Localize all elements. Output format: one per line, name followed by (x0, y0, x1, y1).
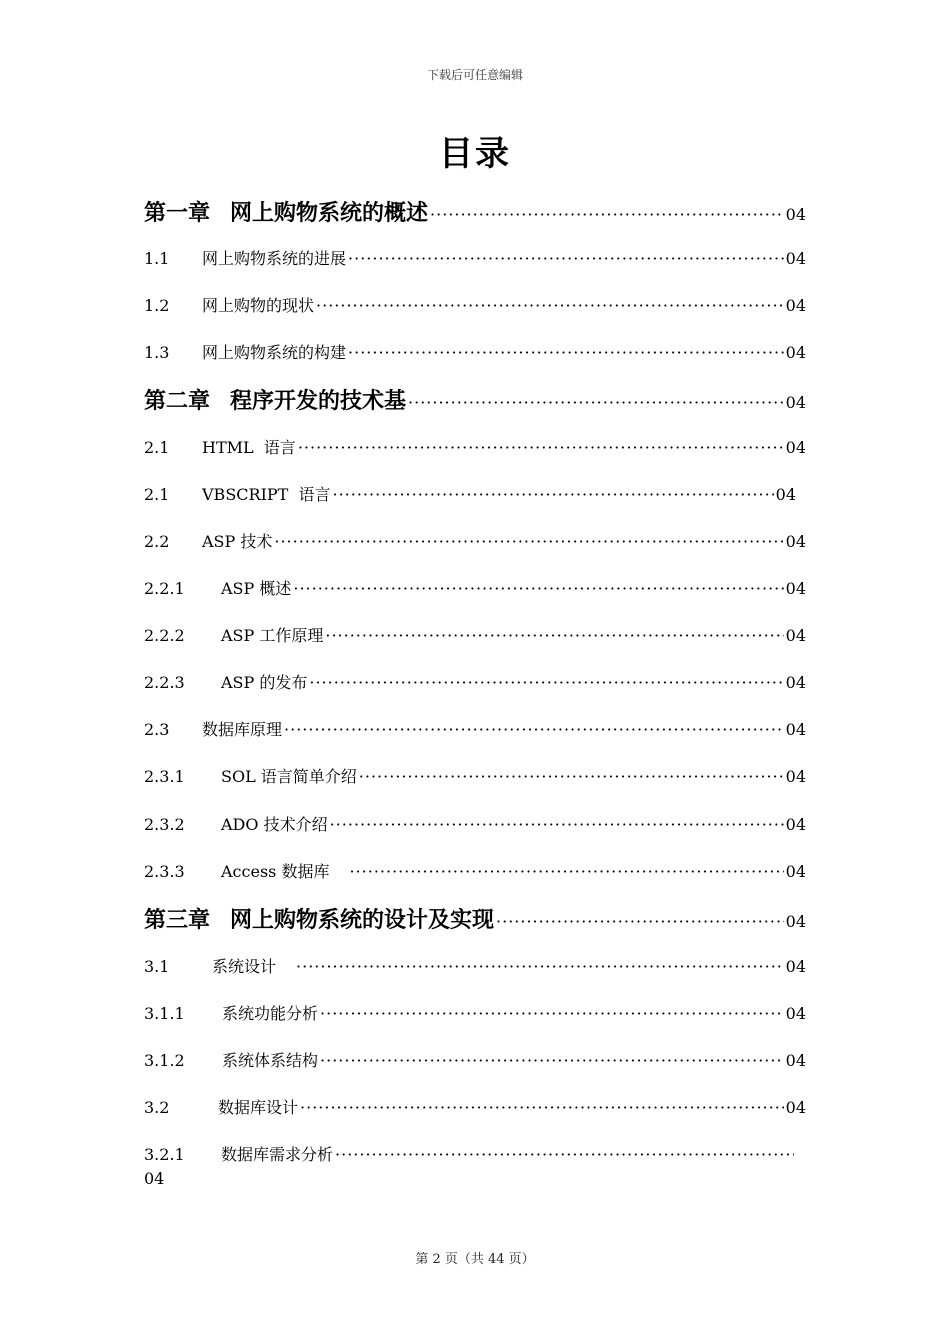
toc-leader-dots (348, 343, 784, 362)
toc-entry-number: 2.1 (144, 438, 170, 457)
toc-entry-chapter-2[interactable] (144, 384, 806, 415)
toc-entry-page: 04 (785, 673, 806, 692)
toc-entry-label: ADO 技术介绍 (221, 815, 328, 834)
toc-entry-page: 04 (785, 912, 806, 931)
toc-entry-page: 04 (785, 532, 806, 551)
toc-entry-label: 程序开发的技术基 (230, 389, 407, 414)
toc-entry-1-2[interactable] (144, 293, 806, 316)
toc-entry-number: 1.2 (144, 296, 170, 315)
toc-entry-label: 数据库需求分析 (221, 1145, 334, 1164)
toc-leader-dots (274, 532, 783, 551)
toc-entry-page: 04 (785, 393, 806, 412)
toc-entry-label: HTML 语言 (202, 438, 296, 457)
toc-entry-label: 网上购物系统的概述 (230, 201, 429, 226)
toc-leader-dots (430, 205, 784, 224)
toc-leader-dots (359, 767, 784, 786)
toc-entry-2-3-1[interactable] (144, 764, 806, 787)
toc-entry-3-2-1[interactable] (144, 1142, 806, 1194)
toc-entry-chapter-1[interactable] (144, 196, 806, 227)
toc-entry-number: 3.2.1 (144, 1145, 185, 1164)
toc-entry-number: 2.1 (144, 485, 170, 504)
toc-leader-dots (496, 912, 784, 931)
toc-entry-page: 04 (785, 720, 806, 739)
toc-entry-1-1[interactable] (144, 246, 806, 269)
toc-entry-label: 数据库原理 (202, 720, 283, 739)
toc-leader-dots (333, 485, 774, 504)
toc-entry-label: 网上购物系统的构建 (202, 343, 347, 362)
toc-entry-number: 3.1.1 (144, 1004, 185, 1023)
toc-entry-label: 网上购物的现状 (202, 296, 315, 315)
toc-entry-page: 04 (785, 205, 806, 224)
toc-leader-dots (330, 815, 784, 834)
toc-entry-number: 3.1.2 (144, 1051, 185, 1070)
toc-entry-number: 2.2.2 (144, 626, 185, 645)
toc-entry-1-3[interactable] (144, 340, 806, 363)
toc-leader-dots (298, 438, 784, 457)
toc-entry-label: ASP 技术 (202, 532, 273, 551)
toc-entry-number: 第二章 (144, 389, 211, 414)
toc-leader-dots (335, 1145, 794, 1164)
toc-entry-number: 3.1 (144, 957, 170, 976)
toc-entry-number: 第一章 (144, 201, 211, 226)
toc-entry-3-1-2[interactable] (144, 1048, 806, 1071)
toc-entry-2-3[interactable] (144, 717, 806, 740)
toc-entry-label: ASP 工作原理 (221, 626, 324, 645)
toc-entry-number: 第三章 (144, 908, 211, 933)
toc-entry-label: 系统体系结构 (222, 1051, 319, 1070)
footer-page-info: 第 2 页（共 44 页） (415, 1252, 535, 1267)
toc-entry-label: SOL 语言简单介绍 (221, 767, 357, 786)
toc-entry-number: 1.1 (144, 249, 170, 268)
toc-entry-page: 04 (785, 1098, 806, 1117)
toc-leader-dots (293, 579, 783, 598)
toc-entry-2-2-1[interactable] (144, 576, 806, 599)
toc-leader-dots (296, 957, 784, 976)
toc-leader-dots (408, 393, 784, 412)
toc-entry-label: 网上购物系统的进展 (202, 249, 347, 268)
toc-entry-number: 2.2.1 (144, 579, 185, 598)
toc-entry-number: 2.3 (144, 720, 170, 739)
toc-entry-3-1[interactable] (144, 954, 806, 977)
toc-entry-page: 04 (785, 767, 806, 786)
toc-entry-2-1-vbscript[interactable] (144, 482, 796, 505)
toc-leader-dots (320, 1051, 784, 1070)
toc-entry-number: 2.3.3 (144, 862, 185, 881)
toc-entry-label: ASP 概述 (221, 579, 292, 598)
toc-entry-label: VBSCRIPT 语言 (202, 485, 331, 504)
toc-entry-label: 系统设计 (212, 957, 277, 976)
toc-entry-number: 2.2.3 (144, 673, 185, 692)
toc-entry-page: 04 (775, 485, 796, 504)
toc-entry-page: 04 (785, 957, 806, 976)
toc-leader-dots (349, 862, 783, 881)
toc-entry-number: 2.3.1 (144, 767, 185, 786)
toc-entry-2-2-3[interactable] (144, 670, 806, 693)
toc-entry-number: 2.2 (144, 532, 170, 551)
toc-entry-chapter-3[interactable] (144, 903, 806, 934)
toc-leader-dots (309, 673, 783, 692)
toc-entry-page: 04 (785, 249, 806, 268)
toc-entry-label: 数据库设计 (218, 1098, 299, 1117)
toc-leader-dots (348, 249, 784, 268)
toc-entry-number: 2.3.2 (144, 815, 185, 834)
toc-leader-dots (320, 1004, 784, 1023)
toc-entry-label: Access 数据库 (221, 862, 330, 881)
toc-entry-number: 1.3 (144, 343, 170, 362)
toc-entry-2-1-html[interactable] (144, 435, 806, 458)
toc-entry-2-3-2[interactable] (144, 812, 806, 835)
toc-entry-2-2-2[interactable] (144, 623, 806, 646)
toc-entry-page: 04 (785, 1051, 806, 1070)
toc-entry-3-1-1[interactable] (144, 1001, 806, 1024)
toc-entry-page: 04 (785, 438, 806, 457)
toc-entry-label: 网上购物系统的设计及实现 (230, 908, 495, 933)
toc-entry-page: 04 (785, 579, 806, 598)
toc-entry-page: 04 (785, 296, 806, 315)
toc-entry-number: 3.2 (144, 1098, 170, 1117)
toc-leader-dots (300, 1098, 784, 1117)
toc-leader-dots (316, 296, 784, 315)
toc-entry-label: 系统功能分析 (222, 1004, 319, 1023)
toc-entry-page: 04 (144, 1169, 165, 1188)
toc-entry-page: 04 (785, 862, 806, 881)
header-note: 下载后可任意编辑 (426, 68, 523, 82)
toc-title: 目录 (439, 134, 511, 174)
toc-entry-page: 04 (785, 1004, 806, 1023)
toc-entry-3-2[interactable] (144, 1095, 806, 1118)
toc-entry-page: 04 (785, 343, 806, 362)
toc-entry-page: 04 (785, 815, 806, 834)
toc-leader-dots (325, 626, 783, 645)
toc-entry-2-3-3[interactable] (144, 859, 806, 882)
toc-entry-page: 04 (785, 626, 806, 645)
toc-entry-2-2[interactable] (144, 529, 806, 552)
toc-leader-dots (284, 720, 784, 739)
toc-entry-label: ASP 的发布 (221, 673, 308, 692)
